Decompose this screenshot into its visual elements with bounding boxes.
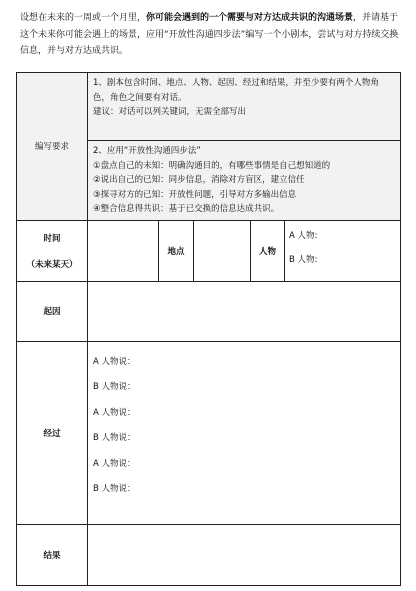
- requirement-2-step-1: ①盘点自己的未知：明确沟通目的，有哪些事情是自己想知道的: [93, 160, 331, 171]
- result-label: 结果: [43, 550, 61, 561]
- people-label-cell: [251, 220, 285, 281]
- process-value-cell[interactable]: [88, 341, 401, 524]
- script-table: [16, 72, 401, 586]
- person-a-label: A 人物:: [289, 230, 318, 241]
- requirements-block-1: [88, 73, 401, 141]
- requirement-1-note: 建议：对话可以列关键词，无需全部写出: [93, 107, 247, 117]
- cause-label: 起因: [43, 307, 61, 317]
- time-label-cell: [17, 220, 88, 281]
- person-b-label: B 人物:: [289, 254, 318, 265]
- process-line-5: A 人物说：: [93, 458, 136, 469]
- requirements-label: 编写要求: [34, 142, 69, 153]
- requirements-label-cell: [17, 73, 88, 221]
- cause-label-cell: [17, 281, 88, 341]
- place-label: 地点: [167, 246, 185, 257]
- intro-text-bold: 你可能会遇到的一个需要与对方达成共识的沟通场景: [146, 13, 354, 23]
- process-line-3: A 人物说：: [93, 407, 136, 418]
- cause-value-cell[interactable]: [88, 281, 401, 341]
- requirement-2-title: 2、应用“开放性沟通四步法”: [93, 146, 201, 156]
- place-value-cell[interactable]: [194, 220, 251, 281]
- time-sublabel: （未来某天）: [26, 259, 78, 270]
- process-label-cell: [17, 341, 88, 524]
- people-label: 人物: [258, 246, 276, 257]
- intro-text-1: 设想在未来的一周或一个月里，: [20, 13, 147, 23]
- process-line-6: B 人物说：: [93, 484, 136, 494]
- result-value-cell[interactable]: [88, 524, 401, 585]
- process-line-4: B 人物说：: [93, 433, 136, 443]
- requirement-2-step-3: ③探寻对方的已知：开放性问题，引导对方多输出信息: [93, 189, 297, 200]
- place-label-cell: [159, 220, 194, 281]
- process-label: 经过: [43, 428, 61, 439]
- intro-paragraph: [20, 10, 402, 60]
- people-value-cell[interactable]: [285, 220, 401, 281]
- intro-text-2: ，并请基于这个未来你可能会遇上的场景，应用“开放性沟通四步法”编写一个小剧本，尝试与对方持续交换信息，并与对方达成共识。: [20, 13, 399, 56]
- time-value-cell[interactable]: [88, 220, 159, 281]
- result-label-cell: [17, 524, 88, 585]
- process-line-2: B 人物说：: [93, 382, 136, 392]
- time-label: 时间: [43, 233, 61, 244]
- process-line-1: A 人物说：: [93, 356, 136, 367]
- requirement-1-text: 1、剧本包含时间、地点、人物、起因、经过和结果，并至少要有两个人物角色，角色之间要有对话。: [93, 78, 379, 103]
- requirement-2-step-4: ④整合信息得共识：基于已交换的信息达成共识。: [93, 204, 280, 214]
- requirement-2-step-2: ②说出自己的已知：同步信息，消除对方盲区，建立信任: [93, 175, 305, 185]
- requirements-block-2: [88, 141, 401, 221]
